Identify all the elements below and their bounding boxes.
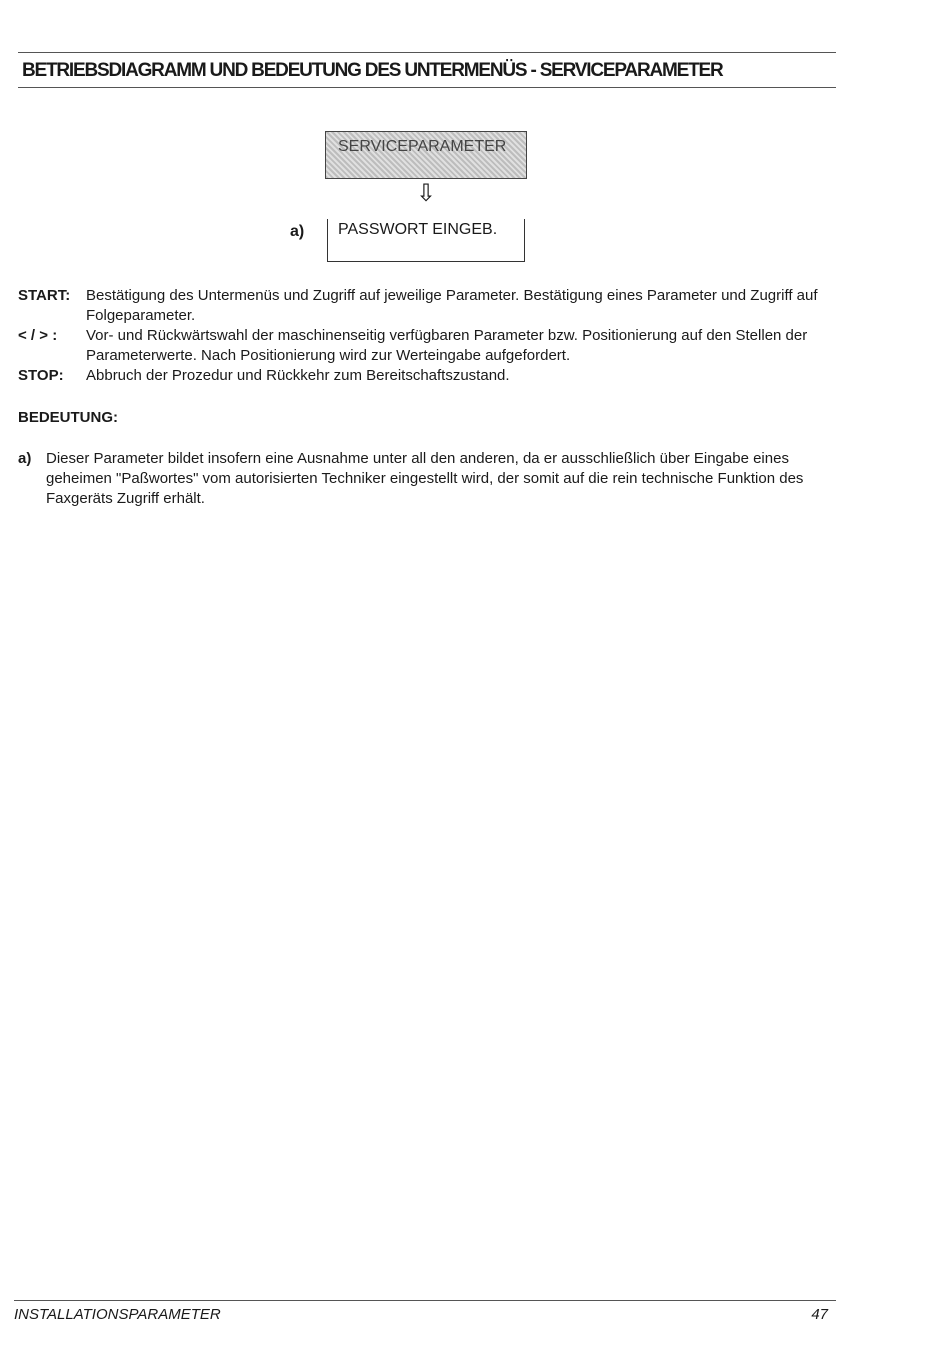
password-entry-box bbox=[327, 219, 525, 262]
page-footer bbox=[14, 1300, 836, 1323]
footer-section-name: INSTALLATIONSPARAMETER bbox=[14, 1306, 221, 1323]
page-title: BETRIEBSDIAGRAMM UND BEDEUTUNG DES UNTERMENÜS - SERVICEPARAMETER bbox=[18, 52, 836, 88]
key-descriptions bbox=[18, 286, 834, 386]
submenu-box-serviceparameter bbox=[325, 131, 527, 179]
key-description: Vor- und Rückwärtswahl der maschinenseitig verfügbaren Parameter bzw. Positionierung auf den Stellen der Parameterwerte. Nach Positionierung wird zur Werteingabe aufgefordert. bbox=[86, 327, 808, 364]
key-description: Abbruch der Prozedur und Rückkehr zum Bereitschaftszustand. bbox=[86, 367, 510, 384]
meaning-heading: BEDEUTUNG: bbox=[18, 409, 118, 426]
submenu-box-label: SERVICEPARAMETER bbox=[338, 138, 507, 155]
meaning-list bbox=[18, 449, 834, 509]
key-name: < / > : bbox=[18, 327, 58, 344]
key-row-stop bbox=[18, 366, 834, 386]
password-entry-label: PASSWORT EINGEB. bbox=[338, 221, 498, 238]
page-number: 47 bbox=[811, 1306, 828, 1323]
key-name: STOP: bbox=[18, 367, 64, 384]
key-row-start bbox=[18, 286, 834, 326]
meaning-item-text: Dieser Parameter bildet insofern eine Ausnahme unter all den anderen, da er ausschließlich über Eingabe eines geheimen "Paßwortes" vom autorisierten Techniker eingestellt wird, der somit auf die rein technische Funktion des Faxgeräts Zugriff erhält. bbox=[46, 450, 804, 507]
key-row-arrows bbox=[18, 326, 834, 366]
key-name: START: bbox=[18, 287, 71, 304]
key-description: Bestätigung des Untermenüs und Zugriff auf jeweilige Parameter. Bestätigung eines Parameter und Zugriff auf Folgeparameter. bbox=[86, 287, 818, 324]
down-arrow-icon: ⇩ bbox=[416, 180, 437, 207]
meaning-item-letter: a) bbox=[18, 450, 32, 467]
step-letter: a) bbox=[290, 223, 305, 240]
meaning-item bbox=[18, 449, 834, 509]
